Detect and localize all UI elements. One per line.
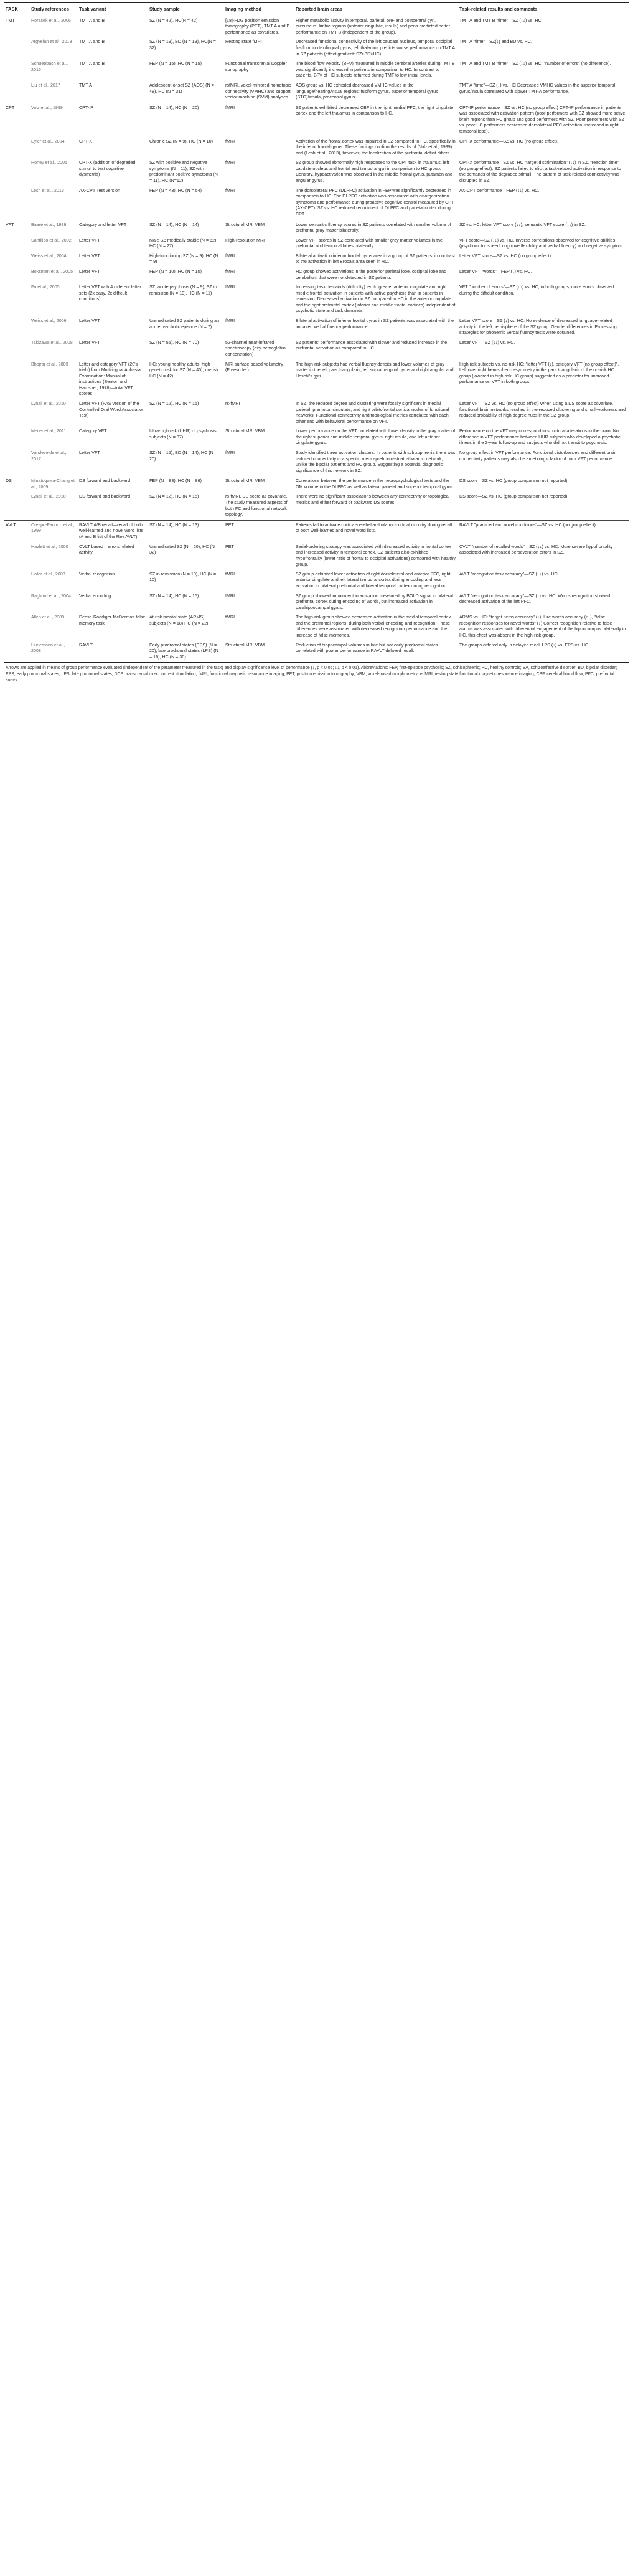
results-cell: AVLT "recognition task accuracy"—SZ (↓↓) vs. HC.: [459, 571, 559, 577]
task-cell: [4, 613, 30, 640]
reference-cell: Schuepbach et al., 2016: [31, 61, 68, 72]
reference-cell: Sanfilipo et al., 2002: [31, 237, 72, 243]
sample-cell: SZ (N = 55), HC (N = 70): [149, 339, 199, 345]
reference-cell: Baaré et al., 1999: [30, 220, 78, 236]
brain-areas-cell: SZ patients exhibited decreased CBF in the right medial PFC, the right cingulate cortex and the left thalamus in comparison to HC.: [294, 103, 458, 136]
results-cell: AX-CPT performance—FEP (↓↓) vs. HC.: [459, 187, 540, 193]
variant-cell: CPT-IP: [78, 103, 148, 136]
reference-cell: Weiss et al., 2006: [31, 318, 67, 324]
variant-cell: Verbal encoding: [79, 593, 111, 599]
imaging-cell: MRI surface based volumetry (Freesurfer): [225, 361, 283, 373]
results-cell: Letter VFT score—SZ (↓) vs. HC. No evidence of decreased language-related activity in the left hemisphere of the SZ group. Gender differences in Processing strategies for phonemic verbal fluency tests were obtained.: [459, 318, 617, 336]
brain-areas-cell: SZ patients' performance associated with slower and reduced increase in the prefrontal activation as compared to HC.: [296, 339, 448, 351]
brain-areas-cell: SZ group exhibited lower activation of right dorsolateral and anterior PFC, right anterior cingulate and left lateral temporal cortex during encoding and less activation in bilateral prefrontal and lateral temporal cortex during recognition.: [296, 571, 451, 589]
table-row: [4, 186, 629, 220]
variant-cell: Letter VFT: [79, 237, 100, 243]
task-cell: [4, 448, 30, 476]
imaging-cell: fMRI: [225, 615, 235, 620]
sample-cell: Unmedicated SZ patients during an acute psychotic episode (N = 7): [149, 318, 219, 329]
task-cell: [4, 236, 30, 252]
sample-cell: SZ (N = 19), BD (N = 19), HC(N = 32): [149, 39, 216, 51]
variant-cell: DS forward and backward: [79, 494, 131, 500]
sample-cell: FEP (N = 15), HC (N = 15): [149, 61, 202, 67]
variant-cell: DS forward and backward: [78, 476, 148, 493]
results-cell: DS score—SZ vs. HC (group comparison not reported).: [459, 494, 569, 500]
brain-areas-cell: Increasing task demands (difficulty) led to greater anterior cingulate and right middle frontal activation in patients with active psychosis than in patients in remission. Decreased activation in SZ compared to HC in the anterior cingulate and the right prefrontal cortex (inferior and middle frontal cortices) independent of psychotic state and task demands.: [296, 285, 456, 314]
study-table: [4, 2, 629, 663]
table-row: [4, 492, 629, 520]
imaging-cell: rsfMRI, voxel-mirrored homotopic connectivity (VMHC) and support vector machine (SVM) analyses: [225, 82, 291, 100]
table-row: [4, 338, 629, 360]
table-row: [4, 236, 629, 252]
reference-cell: Eyler et al., 2004: [31, 138, 65, 144]
variant-cell: TMT A: [79, 82, 92, 88]
reference-cell: Lynall et al., 2010: [31, 494, 66, 500]
sample-cell: FEP (N = 10), HC (N = 10): [149, 268, 202, 274]
results-cell: VFT score—SZ (↓↓) vs. HC. Inverse correlations observed for cognitive abilities (psychomotor speed, cognitive flexibility and verbal fluency) and negative symptom.: [459, 237, 624, 249]
header-imaging: Imaging method: [225, 6, 261, 12]
reference-cell: Lynall et al., 2010: [31, 400, 66, 406]
table-row: [4, 220, 629, 236]
brain-areas-cell: There were no significant associations between any connectivity or topological metrics and either forward or backward DS scores.: [296, 494, 450, 506]
table-row: [4, 252, 629, 267]
results-cell: High risk subjects vs. no-risk HC: "letter VFT (↓), category VFT (no group effect)". Left over right hemispheric asymmetry in the pars triangularis of the no-risk HC group (lowered in high risk HC group) suggested as a predictor for improved performance on VFT in both groups.: [459, 361, 619, 385]
header-sample: Study sample: [149, 6, 180, 12]
task-cell: [4, 592, 30, 613]
brain-areas-cell: Lower VFT scores in SZ correlated with smaller gray matter volumes in the prefrontal and temporal lobes bilaterally.: [296, 237, 443, 249]
task-cell: [4, 267, 30, 283]
results-cell: AVLT "recognition task accuracy"—SZ (↓) vs. HC. Words recognition showed decreased activation of the left PFC.: [459, 593, 611, 605]
imaging-cell: Structural MRI VBM: [224, 476, 294, 493]
results-cell: Letter VFT—SZ vs. HC (no group effect) When using a DS score as covariate, functional brain networks resulted in the reduced clustering and small-worldness and reduced probability of high degree hubs in the SZ group.: [459, 400, 626, 419]
table-row: [4, 641, 629, 663]
results-cell: TMT A "time"—SZ (↓) vs. HC Decreased VMHC values in the superior temporal gyrus/insula correlated with slower TMT-A performance.: [459, 82, 616, 94]
sample-cell: SZ (N = 12), HC (N = 15): [149, 400, 199, 406]
variant-cell: Letter VFT: [79, 318, 100, 324]
imaging-cell: rs-fMRI: [225, 400, 240, 406]
table-row: [4, 158, 629, 186]
brain-areas-cell: The dorsolateral PFC (DLPFC) activation in FEP was significantly decreased in comparison to HC. The DLPFC activation was associated with disorganization symptoms and performance during proactive cognitive control measured by CPT (AX-CPT). SZ vs. HC reduced recruitment of DLPFC and parietal cortex during CPT.: [296, 187, 454, 217]
header-ref: Study references: [31, 6, 69, 12]
imaging-cell: PET: [224, 520, 294, 542]
task-cell: [4, 338, 30, 360]
table-row: [4, 542, 629, 570]
table-row: [4, 37, 629, 59]
task-cell: AVLT: [4, 520, 30, 542]
task-cell: [4, 37, 30, 59]
results-cell: ARMS vs. HC: "target items accuracy" (↓), lure words accuracy (↑↓), "false recognition responses for novel words" (↓) Correct recognition relative to false alarms was associated with differential engagement of the hippocampus bilaterally in HC, this effect was absent in the high-risk group.: [459, 615, 626, 638]
reference-cell: Hazlett et al., 2000: [31, 544, 68, 549]
brain-areas-cell: Bilateral activation inferior frontal gyrus area in a group of SZ patients, in contrast to the activation in left Broca's area seen in HC.: [296, 253, 456, 265]
imaging-cell: Functional transcranial Doppler sonography: [225, 61, 287, 72]
task-cell: [4, 158, 30, 186]
reference-cell: Volz et al., 1999: [30, 103, 78, 136]
brain-areas-cell: The blood flow velocity (BFV) measured in middle cerebral arteries during TMT B was significantly increased in patients in comparison to HC. In contrast to patients, BFV of HC subjects returned during TMT to low initial levels.: [296, 61, 455, 78]
reference-cell: Crespo-Facorro et al., 1999: [30, 520, 78, 542]
task-cell: [4, 427, 30, 448]
sample-cell: SZ (N = 12), HC (N = 15): [149, 494, 199, 500]
sample-cell: Unmedicated SZ (N = 20), HC (N = 32): [149, 544, 219, 556]
imaging-cell: fMRI: [225, 187, 235, 193]
imaging-cell: Structural MRI VBM: [224, 220, 294, 236]
imaging-cell: fMRI: [225, 571, 235, 577]
table-row: [4, 476, 629, 493]
brain-areas-cell: SZ group showed abnormally high responses to the CPT task in thalamus, left caudate nucleus and frontal and temporal gyri in comparison to HC group. Contrary, hypoactivation was observed in the middle frontal gyrus, putamen and angular gyrus.: [296, 160, 452, 184]
task-cell: DS: [4, 476, 30, 493]
header-variant: Task variant: [79, 6, 106, 12]
reference-cell: Horacek et al., 2006: [30, 16, 78, 37]
variant-cell: CVLT based—errors related activity: [79, 544, 134, 556]
imaging-cell: Structural MRI VBM: [225, 429, 265, 434]
variant-cell: Verbal recognition: [79, 571, 115, 577]
task-cell: [4, 399, 30, 427]
brain-areas-cell: Reduction of hippocampal volumes in late but not early prodromal states correlated with poorer performance in RAVLT delayed recall.: [294, 641, 458, 663]
results-cell: CPT-IP performance—SZ vs. HC (no group effect) CPT-IP performance in patients was associated with activation pattern (poor performers with SZ showed more active brain regions than HC group and good performers with SZ. Poor performers with SZ vs. poor HC performers decreased dorsolateral PFC activation, increased in right temporal lobe).: [458, 103, 629, 136]
imaging-cell: fMRI: [225, 253, 235, 258]
variant-cell: TMT A and B: [78, 16, 148, 37]
brain-areas-cell: Correlations between the performance in the neuropsychological tests and the GM volume in the DLPFC as well as lateral parietal and superior temporal gyrus.: [294, 476, 458, 493]
variant-cell: Category and letter VFT: [78, 220, 148, 236]
sample-cell: Ultra-high risk (UHR) of psychosis subjects (N = 37): [149, 429, 217, 440]
sample-cell: SZ with positive and negative symptoms (N = 11), SZ with predominant positive symptoms (N = 11), HC (N=12): [149, 160, 218, 184]
header-brain: Reported brain areas: [296, 6, 343, 12]
variant-cell: Letter VFT: [79, 339, 100, 345]
results-cell: Performance on the VFT may correspond to structural alterations in the brain. No difference in VFT performance between UHR subjects who developed a psychotic illness in the 2-year follow-up and subjects who did not transit to psychosis.: [459, 429, 621, 446]
variant-cell: TMT A and B: [79, 39, 105, 45]
brain-areas-cell: In SZ, the reduced degree and clustering were focally significant in medial parietal, premotor, cingulate, and right orbitofrontal cortical nodes of functional networks. Functional connectivity and topological metrics correlated with each other and with behavioral performance on VFT.: [296, 400, 449, 424]
table-row: [4, 570, 629, 592]
imaging-cell: [18]-FDG position emission tomography (PET), TMT A and B performance as covariates.: [224, 16, 294, 37]
header-results: Task-related results and comments: [459, 6, 538, 12]
imaging-cell: fMRI: [224, 103, 294, 136]
brain-areas-cell: Bilateral activation of inferior frontal gyrus in SZ patients was associated with the impaired verbal fluency performance.: [296, 318, 454, 329]
task-cell: [4, 81, 30, 103]
reference-cell: Minatogawa-Chang et al., 2009: [30, 476, 78, 493]
results-cell: TMT A and TMT B "time"—SZ (↓↓) vs. HC.: [458, 16, 629, 37]
sample-cell: SZ (N = 14), HC (N = 20): [148, 103, 224, 136]
table-row: [4, 316, 629, 338]
imaging-cell: High-resolution MRI: [225, 237, 265, 243]
table-row: [4, 592, 629, 613]
brain-areas-cell: Lower semantic fluency scores in SZ patients correlated with smaller volume of prefrontal gray matter bilaterally.: [294, 220, 458, 236]
reference-cell: Allen et al., 2009: [31, 615, 65, 620]
imaging-cell: fMRI: [225, 593, 235, 599]
variant-cell: RAVLT: [78, 641, 148, 663]
variant-cell: Category VFT: [79, 429, 107, 434]
sample-cell: SZ (N = 14), HC (N = 14): [148, 220, 224, 236]
variant-cell: Letter VFT with 4 different letter sets (2x easy, 2x difficult conditions): [79, 285, 141, 302]
reference-cell: Ragland et al., 2004: [31, 593, 71, 599]
task-cell: CPT: [4, 103, 30, 136]
table-row: [4, 613, 629, 640]
task-cell: [4, 283, 30, 316]
task-cell: [4, 186, 30, 220]
table-row: [4, 59, 629, 81]
variant-cell: Letter VFT: [79, 268, 100, 274]
imaging-cell: 52-channel near-infrared spectroscopy (oxy-hemoglobin concentration): [225, 339, 286, 357]
results-cell: CPT-X performance—SZ vs. HC (no group effect).: [459, 138, 559, 144]
reference-cell: Meijer et al., 2011: [31, 429, 67, 434]
reference-cell: Lesh et al., 2013: [31, 187, 64, 193]
task-cell: [4, 59, 30, 81]
imaging-cell: fMRI: [225, 268, 235, 274]
results-cell: CVLT "number of recalled words"—SZ (↓↓) vs. HC. More severe hypofrontality associated with increased perseveration errors in SZ.: [459, 544, 613, 556]
reference-cell: Hofer et al., 2003: [31, 571, 65, 577]
sample-cell: FEP (N = 43), HC (N = 54): [149, 187, 202, 193]
table-row: [4, 283, 629, 316]
reference-cell: Argyelan et al., 2013: [31, 39, 72, 45]
sample-cell: Adolescent-onset SZ (AOS) (N = 48), HC (N = 31): [149, 82, 214, 94]
table-body: [4, 16, 629, 663]
variant-cell: Letter VFT: [79, 450, 100, 456]
table-row: [4, 427, 629, 448]
task-cell: [4, 570, 30, 592]
sample-cell: SZ in remission (N = 10), HC (N = 10): [149, 571, 217, 583]
sample-cell: At-risk mental state (ARMS) subjects (N = 18) HC (N = 22): [149, 615, 209, 626]
task-cell: [4, 492, 30, 520]
reference-cell: Honey et al., 2005: [31, 160, 67, 166]
results-cell: Letter VFT—SZ (↓↓) vs. HC.: [459, 339, 515, 345]
results-cell: TMT A and TMT B "time"—SZ (↓↓) vs. HC, "number of errors" (no difference).: [459, 61, 611, 67]
table-row: [4, 137, 629, 159]
brain-areas-cell: SZ group showed impairment in activation measured by BOLD signal in bilateral prefrontal cortex during encoding of words, but increased activation in parahippocampal gyrus.: [296, 593, 453, 610]
sample-cell: High-functioning SZ (N = 9), HC (N = 9): [149, 253, 218, 265]
variant-cell: Deese-Roediger-McDermott false memory task: [79, 615, 146, 626]
brain-areas-cell: The high-risk subjects had verbal fluency deficits and lower volumes of gray matter in the left pars triangularis, left supramarginal gyrus and right angular and Heschl's gyri.: [296, 361, 454, 379]
sample-cell: FEP (N = 88), HC (N = 86): [148, 476, 224, 493]
task-cell: [4, 360, 30, 399]
table-row: [4, 81, 629, 103]
task-cell: [4, 641, 30, 663]
table-row: [4, 267, 629, 283]
sample-cell: SZ (N = 15), BD (N = 14), HC (N = 20): [149, 450, 217, 462]
brain-areas-cell: Study identified three activation clusters. In patients with schizophrenia there was reduced connectivity in a specific medio-prefronto-striato-thalamic network, unlike the bipolar patients and HC group. Suggesting a potential diagnostic significance of this network in SZ.: [296, 450, 456, 473]
results-cell: The groups differed only in delayed recall LPS (↓) vs. EPS vs. HC.: [458, 641, 629, 663]
reference-cell: Weiss et al., 2004: [31, 253, 67, 258]
variant-cell: Letter VFT: [79, 253, 100, 258]
results-cell: DS score—SZ vs. HC (group comparison not reported).: [458, 476, 629, 493]
reference-cell: Takizawa et al., 2008: [31, 339, 73, 345]
reference-cell: Boksman et al., 2005: [31, 268, 73, 274]
table-row: [4, 16, 629, 37]
results-cell: No group effect in VFT performance. Functional disturbances and different brain connectivity patterns may also be an etiologic factor of poor VFT performance.: [459, 450, 617, 462]
variant-cell: AX-CPT Test version: [79, 187, 121, 193]
sample-cell: Male SZ medically stable (N = 62), HC (N = 27): [149, 237, 218, 249]
table-row: [4, 103, 629, 136]
brain-areas-cell: Patients fail to activate cortical-cerebellar-thalamic-cortical circuitry during recall of both well-learned and novel word lists.: [294, 520, 458, 542]
table-row: [4, 399, 629, 427]
sample-cell: SZ, acute psychosis (N = 9), SZ in remission (N = 10), HC (N = 11): [149, 285, 217, 296]
imaging-cell: PET: [225, 544, 234, 549]
table-row: [4, 448, 629, 476]
task-cell: [4, 137, 30, 159]
brain-areas-cell: Activation of the frontal cortex was impaired in SZ compared to HC, specifically in the inferior frontal gyrus. These findings confirm the results of (Volz et al., 1999) and (Lesh et al., 2013), however, the localization of the prefrontal deficit differs.: [296, 138, 456, 156]
brain-areas-cell: Serial-ordering strategy was associated with decreased activity in frontal cortex and increased activity in temporal cortex. SZ patients also exhibited hypofrontality (lower ratio of frontal to occipital activations) compared with healthy group.: [296, 544, 456, 567]
variant-cell: Letter and category VFT (20's trials) from Multilingual Aphasia Examination: Manual of instructions (Benton and Hamsher, 1978)—total VFT scores: [79, 361, 141, 397]
reference-cell: Vandevelde et al., 2017: [31, 450, 67, 462]
imaging-cell: fMRI: [225, 160, 235, 166]
variant-cell: RAVLT A/B recall—recall of both well-learned and novel word lists (A and B list of the Rey AVLT): [78, 520, 148, 542]
task-cell: TMT: [4, 16, 30, 37]
imaging-cell: rs-fMRI, DS score as covariate. The study measured aspects of both FC and functional network topology.: [225, 494, 288, 518]
sample-cell: Early prodromal states (EPS) (N = 20), late prodromal states (LPS) (N = 16), HC (N = 30): [148, 641, 224, 663]
sample-cell: SZ (N = 42), HC(N = 42): [148, 16, 224, 37]
task-cell: VFT: [4, 220, 30, 236]
results-cell: VFT "number of errors"—SZ (↓↓) vs. HC, in both groups, more errors observed during the difficult condition.: [459, 285, 614, 296]
results-cell: SZ vs. HC: letter VFT score (↓↓), semantic VFT score (↓↓) in SZ.: [458, 220, 629, 236]
reference-cell: Bhojraj et al., 2009: [31, 361, 68, 367]
imaging-cell: fMRI: [225, 138, 235, 144]
brain-areas-cell: Decreased functional connectivity of the left caudate nucleus, temporal occipital fusiform cortex/lingual gyrus, left thalamus predicts worse performance on TMT A in SZ patients (effect gradient: SZ>BD>HC): [296, 39, 455, 57]
imaging-cell: Structural MRI VBM: [224, 641, 294, 663]
header-task: TASK: [6, 6, 18, 12]
variant-cell: Letter VFT (FAS version of the Controlled Oral Word Association Test): [79, 400, 145, 419]
brain-areas-cell: AOS group vs. HC exhibited decreased VMHC values in the language/hearing/visual regions: fusiform gyrus, superior temporal gyrus (STG)/insula, precentral gyrus.: [296, 82, 438, 100]
imaging-cell: fMRI: [225, 318, 235, 324]
reference-cell: Fu et al., 2005: [31, 285, 60, 290]
imaging-cell: fMRI: [225, 285, 235, 290]
variant-cell: CPT-X (addition of degraded stimuli to test cognitive dysmetria): [79, 160, 136, 178]
variant-cell: CPT-X: [79, 138, 93, 144]
results-cell: CPT-X performance—SZ vs. HC "target discrimination" (↓↓) in SZ, "reaction time" (no group effect). SZ patients failed to elicit a task-related activation in response to the demands of the degraded stimuli. The pattern of task-related connectivity was disrupted in SZ.: [459, 160, 621, 184]
results-cell: Letter VFT score—SZ vs. HC (no group effect).: [459, 253, 552, 258]
table-row: [4, 360, 629, 399]
results-cell: TMT A "time"—SZ(↓) and BD vs. HC.: [459, 39, 532, 45]
brain-areas-cell: Higher metabolic activity in temporal, parietal, pre- and postcentral gyri, precuneus, limbic regions (anterior cingulate, insula) and pons predicted better performance on TMT B (independent of the group).: [294, 16, 458, 37]
brain-areas-cell: The high-risk group showed decreased activation in the medial temporal cortex and the prefrontal regions, during both verbal encoding and recognition. These differences were associated with decreased recognition performance and the increase of false memories.: [296, 615, 451, 638]
variant-cell: TMT A and B: [79, 61, 105, 67]
sample-cell: Chronic SZ (N = 9), HC (N = 10): [149, 138, 213, 144]
reference-cell: Hurlemann et al., 2008: [30, 641, 78, 663]
reference-cell: Liu et al., 2017: [31, 82, 60, 88]
task-cell: [4, 542, 30, 570]
table-header-row: [4, 3, 629, 16]
results-cell: RAVLT "practiced and novel conditions"—SZ vs. HC (no group effect).: [458, 520, 629, 542]
brain-areas-cell: HC group showed activations in the posterior parietal lobe, occipital lobe and cerebellum that were not detected in SZ patients.: [296, 268, 447, 280]
sample-cell: SZ (N = 14), HC (N = 15): [149, 593, 199, 599]
sample-cell: HC: young healthy adults- high genetic risk for SZ (N = 40), no-risk HC (N = 42): [149, 361, 218, 379]
sample-cell: SZ (N = 14), HC (N = 13): [148, 520, 224, 542]
imaging-cell: fMRI: [225, 450, 235, 456]
task-cell: [4, 316, 30, 338]
brain-areas-cell: Lower performance on the VFT correlated with lower density in the gray matter of the right superior and middle temporal gyrus, right insula, and left anterior cingulate gyrus.: [296, 429, 456, 446]
table-footnote: Arrows are applied in means of group performance evaluated (independent of the parameter measured in the task) and display significance level of performance (↓, p < 0.05; ↓↓, p < 0.01). Abbreviations: FEP, first-episode psychosis; SZ, schizophrenic; HC, healthy controls; SA, schizoaffective disorder; BD, bipolar disorder; EPS, early prodromal states; LPS, late prodromal states; DCS, transcranial direct current stimulation; fMRI, functional magnetic resonance imaging; PET, positron emission tomography; VBM, voxel-based morphometry; rsfMRI, resting state functional magnetic resonance imaging; CBF, cerebral blood flow; PFC, prefrontal cortex.: [6, 666, 617, 683]
task-cell: [4, 252, 30, 267]
imaging-cell: Resting state fMRI: [225, 39, 262, 45]
results-cell: Letter VFT "words"—FEP (↓) vs. HC.: [459, 268, 532, 274]
table-row: [4, 520, 629, 542]
